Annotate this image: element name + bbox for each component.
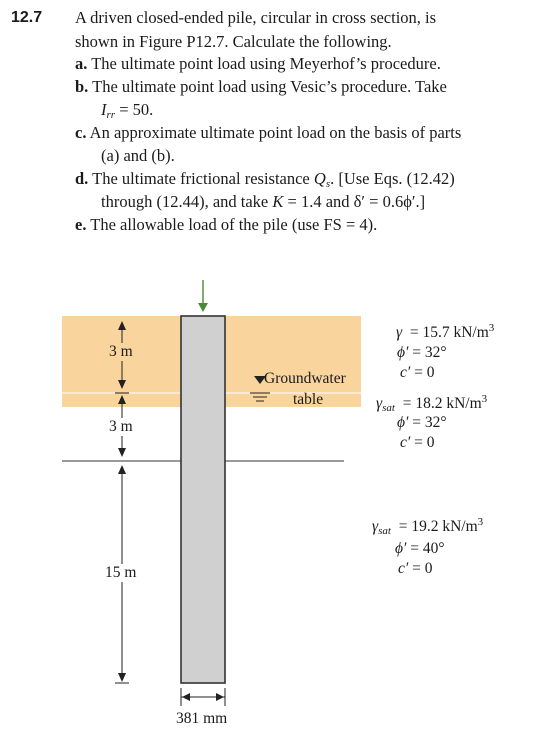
item-d-cont-text-2: = 1.4 and δ′ = 0.6ϕ′.] [287,192,426,211]
layer3-cohesion [398,560,433,578]
phi-symbol: ϕ′ [397,344,409,361]
layer1-unit-weight: γ = 15.7 $kN/m^3$ [396,322,495,341]
item-c-label: c. [75,123,87,142]
item-b-text: The ultimate point load using Vesic’s procedure. Take [92,77,447,96]
layer1-c-value: = 0 [414,364,435,381]
layer2-c-value: = 0 [414,434,435,451]
item-d-cont-text: through (12.44), and take [101,192,269,211]
c-symbol: c′ [398,560,409,577]
groundwater-label-line2: table [293,391,324,408]
layer2-cohesion [400,434,435,452]
dimension-label-layer2: 3 m [109,418,133,435]
problem-number: 12.7 [11,9,43,26]
c-symbol: c′ [400,434,411,451]
layer1-phi-value: = 32° [412,344,447,361]
layer2-gamma-value: = 18.2 kN/m [402,395,482,412]
layer3-phi-value: = 40° [410,540,445,557]
item-e-label: e. [75,215,87,234]
gamma-sat-symbol: $\gamma_{sat}$ [376,395,395,414]
dimension-label-layer1: 3 m [109,343,133,360]
item-d-tail: . [Use Eqs. (12.42) [330,169,455,188]
item-e-text: The allowable load of the pile (use FS = 4). [90,215,378,234]
phi-symbol: ϕ′ [397,414,409,431]
load-arrow-icon [198,280,208,312]
layer2-unit-weight: $\gamma_{sat} = 18.2$ $kN/m^3$ [376,393,488,414]
item-d-label: d. [75,169,89,188]
layer1-cohesion [400,364,435,382]
item-b-label: b. [75,77,89,96]
layer2-friction-angle [397,414,447,432]
layer3-c-value: = 0 [412,560,433,577]
dimension-line-diameter [181,688,225,706]
layer1-gamma-value: = 15.7 kN/m [409,324,489,341]
item-b-cont-text: = 50. [119,100,154,119]
item-c-continuation: (a) and (b). [101,146,175,165]
layer3-friction-angle [395,540,445,558]
item-a-text: The ultimate point load using Meyerhof’s procedure. [91,54,441,73]
pile [181,316,225,683]
item-c-text: An approximate ultimate point load on the basis of parts [89,123,462,142]
dimension-label-layer3: 15 m [105,564,137,581]
dimension-label-diameter: 381 mm [176,710,228,727]
item-d-text: The ultimate frictional resistance [92,169,310,188]
layer3-gamma-value: = 19.2 kN/m [398,518,478,535]
intro-line-1: A driven closed-ended pile, circular in cross section, is [75,8,437,27]
phi-symbol: ϕ′ [395,540,407,557]
qs-symbol: $Q_s$ [313,169,331,190]
layer2-phi-value: = 32° [412,414,447,431]
k-symbol: K [272,192,284,211]
item-a-label: a. [75,54,88,73]
c-symbol: c′ [400,364,411,381]
rigidity-index-symbol: $I_{rr}$ [101,100,116,121]
layer1-friction-angle [397,344,447,362]
layer3-unit-weight: $\gamma_{sat} = 19.2$ $kN/m^3$ [372,516,484,537]
intro-line-2: shown in Figure P12.7. Calculate the following. [75,32,392,51]
groundwater-label-line1: Groundwater [264,370,346,387]
gamma-symbol: γ [396,324,403,341]
gamma-sat-symbol: $\gamma_{sat}$ [372,518,391,537]
